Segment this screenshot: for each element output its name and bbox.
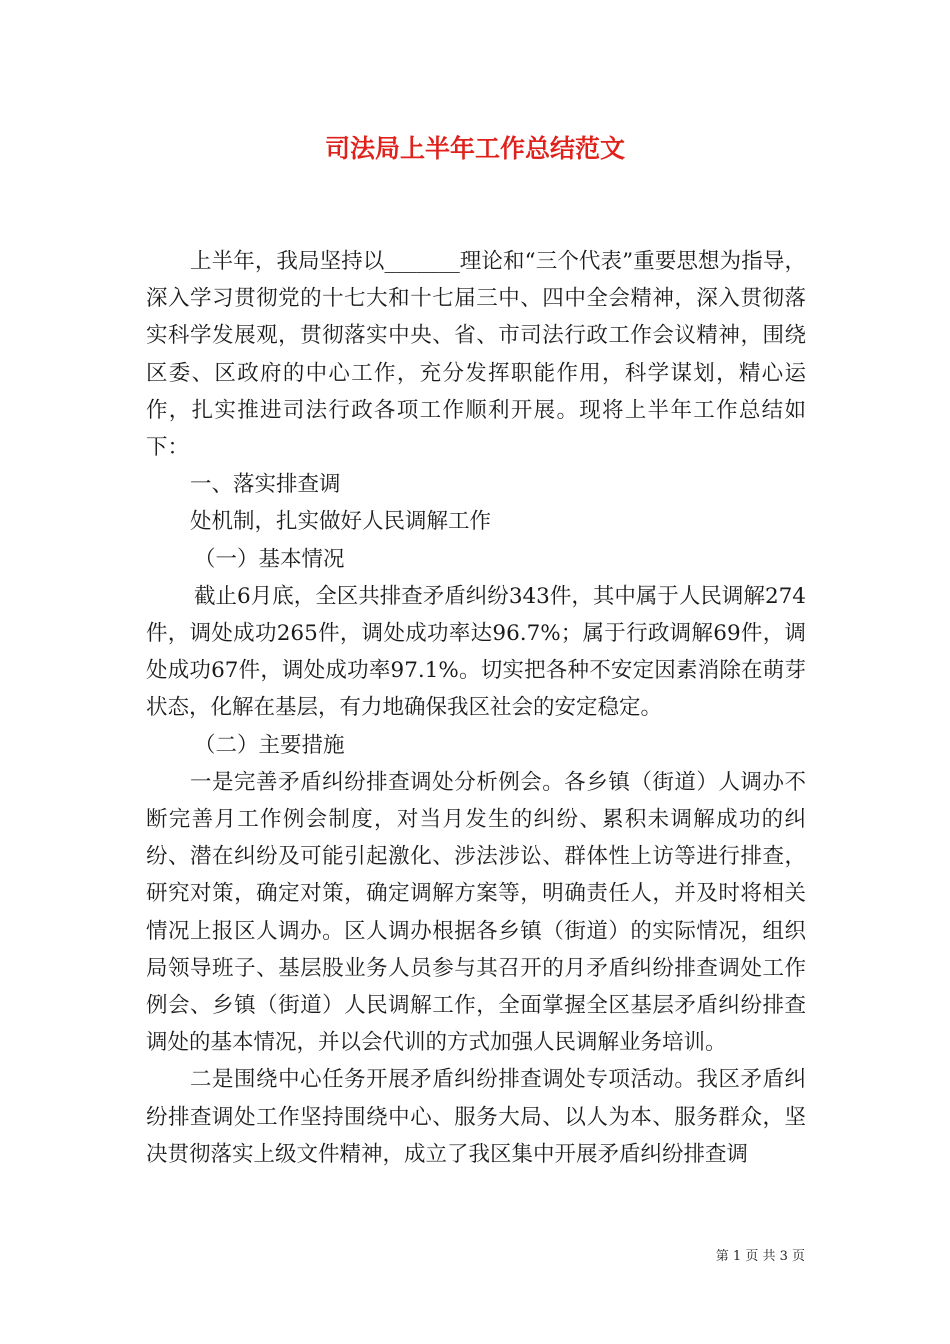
intro-paragraph: 上半年，我局坚持以_______理论和“三个代表”重要思想为指导，深入学习贯彻党的十七大和十七届三中、四中全会精神，深入贯彻落实科学发展观，贯彻落实中央、省、市司法行政工作会议精神，围绕区委、区政府的中心工作，充分发挥职能作用，科学谋划，精心运作，扎实推进司法行政各项工作顺利开展。现将上半年工作总结如下： — [146, 249, 806, 461]
subsection-heading-measures: （二）主要措施 — [194, 732, 345, 758]
measure-paragraph-2: 二是围绕中心任务开展矛盾纠纷排查调处专项活动。我区矛盾纠纷排查调处工作坚持围绕中心、服务大局、以人为本、服务群众，坚决贯彻落实上级文件精神，成立了我区集中开展矛盾纠纷排查调 — [146, 1067, 806, 1167]
document-body — [146, 243, 806, 1173]
document-title: 司法局上半年工作总结范文 — [324, 134, 625, 163]
subsection-heading-basic: （一）基本情况 — [194, 546, 345, 572]
section-heading-1-cont: 处机制，扎实做好人民调解工作 — [190, 509, 492, 535]
page-footer: 第 1 页 共 3 页 — [715, 1249, 805, 1264]
section-heading-1: 一、落实排查调 — [190, 472, 341, 498]
measure-paragraph-1: 一是完善矛盾纠纷排查调处分析例会。各乡镇（街道）人调办不断完善月工作例会制度，对当月发生的纠纷、累积未调解成功的纠纷、潜在纠纷及可能引起激化、涉法涉讼、群体性上访等进行排查，研究对策，确定对策，确定调解方案等，明确责任人，并及时将相关情况上报区人调办。区人调办根据各乡镇（街道）的实际情况，组织局领导班子、基层股业务人员参与其召开的月矛盾纠纷排查调处工作例会、乡镇（街道）人民调解工作，全面掌握全区基层矛盾纠纷排查调处的基本情况，并以会代训的方式加强人民调解业务培训。 — [146, 769, 806, 1056]
basic-situation-paragraph: 截止6月底，全区共排查矛盾纠纷343件，其中属于人民调解274件，调处成功265件，调处成功率达96.7%；属于行政调解69件，调处成功67件，调处成功率97.1%。切实把各种不安定因素消除在萌芽状态，化解在基层，有力地确保我区社会的安定稳定。 — [146, 583, 806, 721]
